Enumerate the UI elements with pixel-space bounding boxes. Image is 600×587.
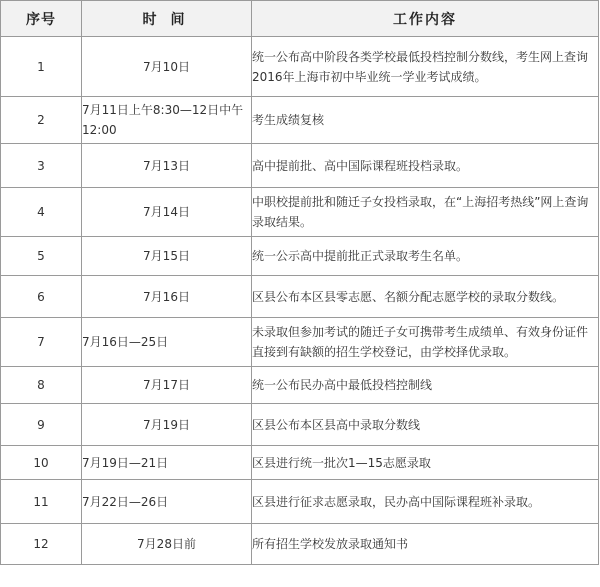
row-number: 3 [1, 144, 82, 188]
row-work: 区县公布本区县高中录取分数线 [252, 404, 599, 446]
table-row [1, 237, 599, 276]
header-time: 时间 [82, 1, 252, 37]
row-number: 12 [1, 524, 82, 565]
row-work: 统一公布高中阶段各类学校最低投档控制分数线，考生网上查询2016年上海市初中毕业统一学业考试成绩。 [252, 37, 599, 97]
row-time: 7月13日 [82, 144, 252, 188]
row-time: 7月22日—26日 [82, 480, 252, 524]
row-work: 高中提前批、高中国际课程班投档录取。 [252, 144, 599, 188]
row-time: 7月17日 [82, 367, 252, 404]
header-work: 工作内容 [252, 1, 599, 37]
row-work: 统一公布民办高中最低投档控制线 [252, 367, 599, 404]
row-work: 统一公示高中提前批正式录取考生名单。 [252, 237, 599, 276]
header-row [1, 1, 599, 37]
row-work: 区县进行征求志愿录取，民办高中国际课程班补录取。 [252, 480, 599, 524]
table-row [1, 404, 599, 446]
row-number: 6 [1, 276, 82, 318]
row-number: 4 [1, 188, 82, 237]
table-row [1, 97, 599, 144]
table-row [1, 446, 599, 480]
table-body [1, 37, 599, 565]
row-time: 7月14日 [82, 188, 252, 237]
row-work: 区县公布本区县零志愿、名额分配志愿学校的录取分数线。 [252, 276, 599, 318]
row-time: 7月16日 [82, 276, 252, 318]
row-time: 7月10日 [82, 37, 252, 97]
row-work: 区县进行统一批次1—15志愿录取 [252, 446, 599, 480]
row-number: 5 [1, 237, 82, 276]
row-work: 未录取但参加考试的随迁子女可携带考生成绩单、有效身份证件直接到有缺额的招生学校登记，由学校择优录取。 [252, 318, 599, 367]
row-time: 7月11日上午8:30—12日中午12:00 [82, 97, 252, 144]
row-work: 中职校提前批和随迁子女投档录取，在“上海招考热线”网上查询录取结果。 [252, 188, 599, 237]
row-work: 所有招生学校发放录取通知书 [252, 524, 599, 565]
row-number: 7 [1, 318, 82, 367]
row-time: 7月19日—21日 [82, 446, 252, 480]
table-row [1, 480, 599, 524]
table-row [1, 524, 599, 565]
row-work: 考生成绩复核 [252, 97, 599, 144]
row-number: 10 [1, 446, 82, 480]
table-row [1, 144, 599, 188]
row-time: 7月15日 [82, 237, 252, 276]
row-number: 2 [1, 97, 82, 144]
table-row [1, 188, 599, 237]
table-row [1, 37, 599, 97]
row-number: 11 [1, 480, 82, 524]
table-row [1, 276, 599, 318]
header-number: 序号 [1, 1, 82, 37]
table-row [1, 318, 599, 367]
row-number: 1 [1, 37, 82, 97]
table-row [1, 367, 599, 404]
row-time: 7月19日 [82, 404, 252, 446]
row-time: 7月16日—25日 [82, 318, 252, 367]
row-time: 7月28日前 [82, 524, 252, 565]
row-number: 8 [1, 367, 82, 404]
row-number: 9 [1, 404, 82, 446]
table-header [1, 1, 599, 37]
